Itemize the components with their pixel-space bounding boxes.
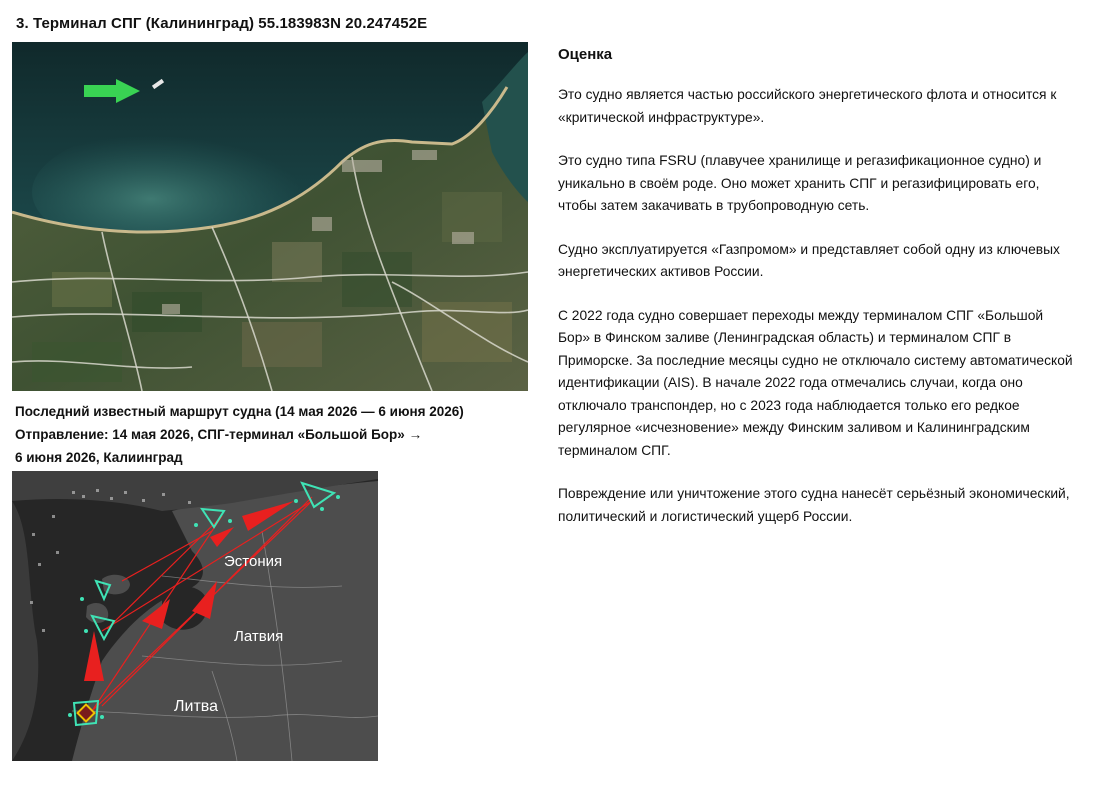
- route-caption: [15, 400, 525, 469]
- assessment-paragraph: Это судно типа FSRU (плавучее хранилище и регазификационное судно) и уникально в своём роде. Оно может хранить СПГ и регазифицировать его, чтобы затем закачивать в трубопроводную сеть.: [558, 153, 1042, 213]
- page-title: 3. Терминал СПГ (Калининград) 55.183983N 20.247452E: [16, 15, 428, 32]
- route-caption-line: Последний известный маршрут судна (14 мая 2026 — 6 июня 2026): [15, 404, 464, 419]
- route-caption-line: Отправление: 14 мая 2026, СПГ-терминал «Большой Бор» →: [15, 427, 423, 442]
- assessment-section: [558, 44, 1078, 549]
- assessment-paragraph: Это судно является частью российского энергетического флота и относится к «критической инфраструктуре».: [558, 87, 1057, 125]
- route-caption-line: 6 июня 2026, Калиинград: [15, 450, 183, 465]
- satellite-image: [12, 42, 528, 391]
- assessment-paragraph: Судно эксплуатируется «Газпромом» и представляет собой одну из ключевых энергетических активов России.: [558, 241, 1060, 279]
- assessment-paragraph: Повреждение или уничтожение этого судна нанесёт серьёзный экономический, политический и логистический ущерб России.: [558, 486, 1070, 524]
- map-label-lithuania: Литва: [174, 698, 218, 715]
- map-label-latvia: Латвия: [234, 628, 284, 645]
- assessment-paragraph: С 2022 года судно совершает переходы между терминалом СПГ «Большой Бор» в Финском заливе (Ленинградская область) и терминалом СПГ в Приморске. За последние месяцы судно не отключало систему автоматической идентификации (AIS). В начале 2022 года отмечались случаи, когда оно отключало транспондер, но с 2023 года наблюдается только его редкое регулярное «исчезновение» между Финским заливом и Калининградским терминалом СПГ.: [558, 307, 1073, 458]
- assessment-heading: Оценка: [558, 46, 613, 63]
- route-map: [12, 471, 378, 761]
- map-label-estonia: Эстония: [224, 553, 283, 570]
